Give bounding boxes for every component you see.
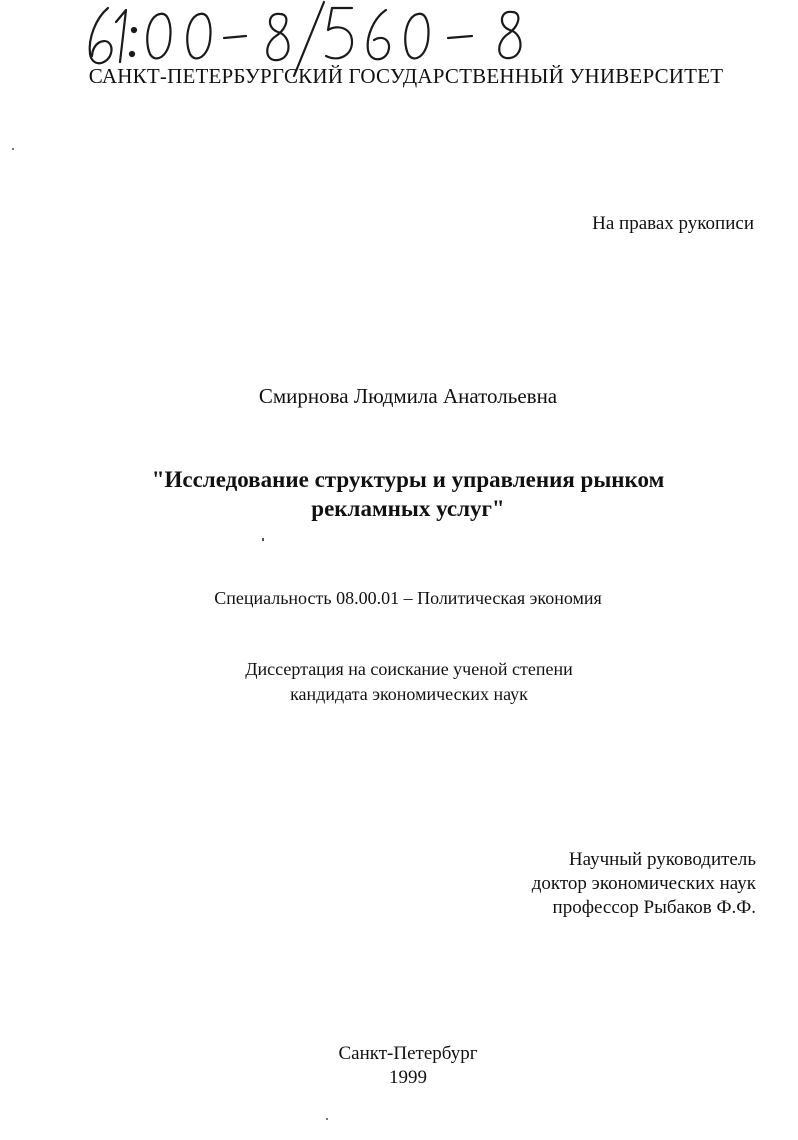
author-name: Смирнова Людмила Анатольевна bbox=[258, 384, 558, 408]
title-line-2: рекламных услуг" bbox=[311, 496, 505, 521]
supervisor-line-1: Научный руководитель bbox=[568, 849, 756, 870]
specialty-line: Специальность 08.00.01 – Политическая экономия bbox=[214, 588, 602, 608]
degree-line-1: Диссертация на соискание ученой степени bbox=[245, 659, 573, 679]
supervisor-line-3: профессор Рыбаков Ф.Ф. bbox=[552, 897, 756, 918]
scan-speck bbox=[326, 1118, 328, 1120]
manuscript-rights-note: На правах рукописи bbox=[592, 213, 754, 234]
place-and-year bbox=[0, 1042, 798, 1090]
dissertation-title bbox=[0, 465, 798, 523]
scientific-supervisor bbox=[532, 848, 756, 920]
scan-speck bbox=[12, 148, 14, 150]
degree-statement bbox=[0, 657, 798, 707]
title-line-1: "Исследование структуры и управления рынком bbox=[151, 467, 665, 492]
year: 1999 bbox=[389, 1067, 427, 1088]
scan-speck bbox=[262, 538, 264, 541]
degree-line-2: кандидата экономических наук bbox=[290, 684, 528, 704]
city: Санкт-Петербург bbox=[338, 1043, 478, 1064]
supervisor-line-2: доктор экономических наук bbox=[531, 873, 756, 894]
university-name: САНКТ-ПЕТЕРБУРГСКИЙ ГОСУДАРСТВЕННЫЙ УНИВЕРСИТЕТ bbox=[88, 64, 724, 88]
